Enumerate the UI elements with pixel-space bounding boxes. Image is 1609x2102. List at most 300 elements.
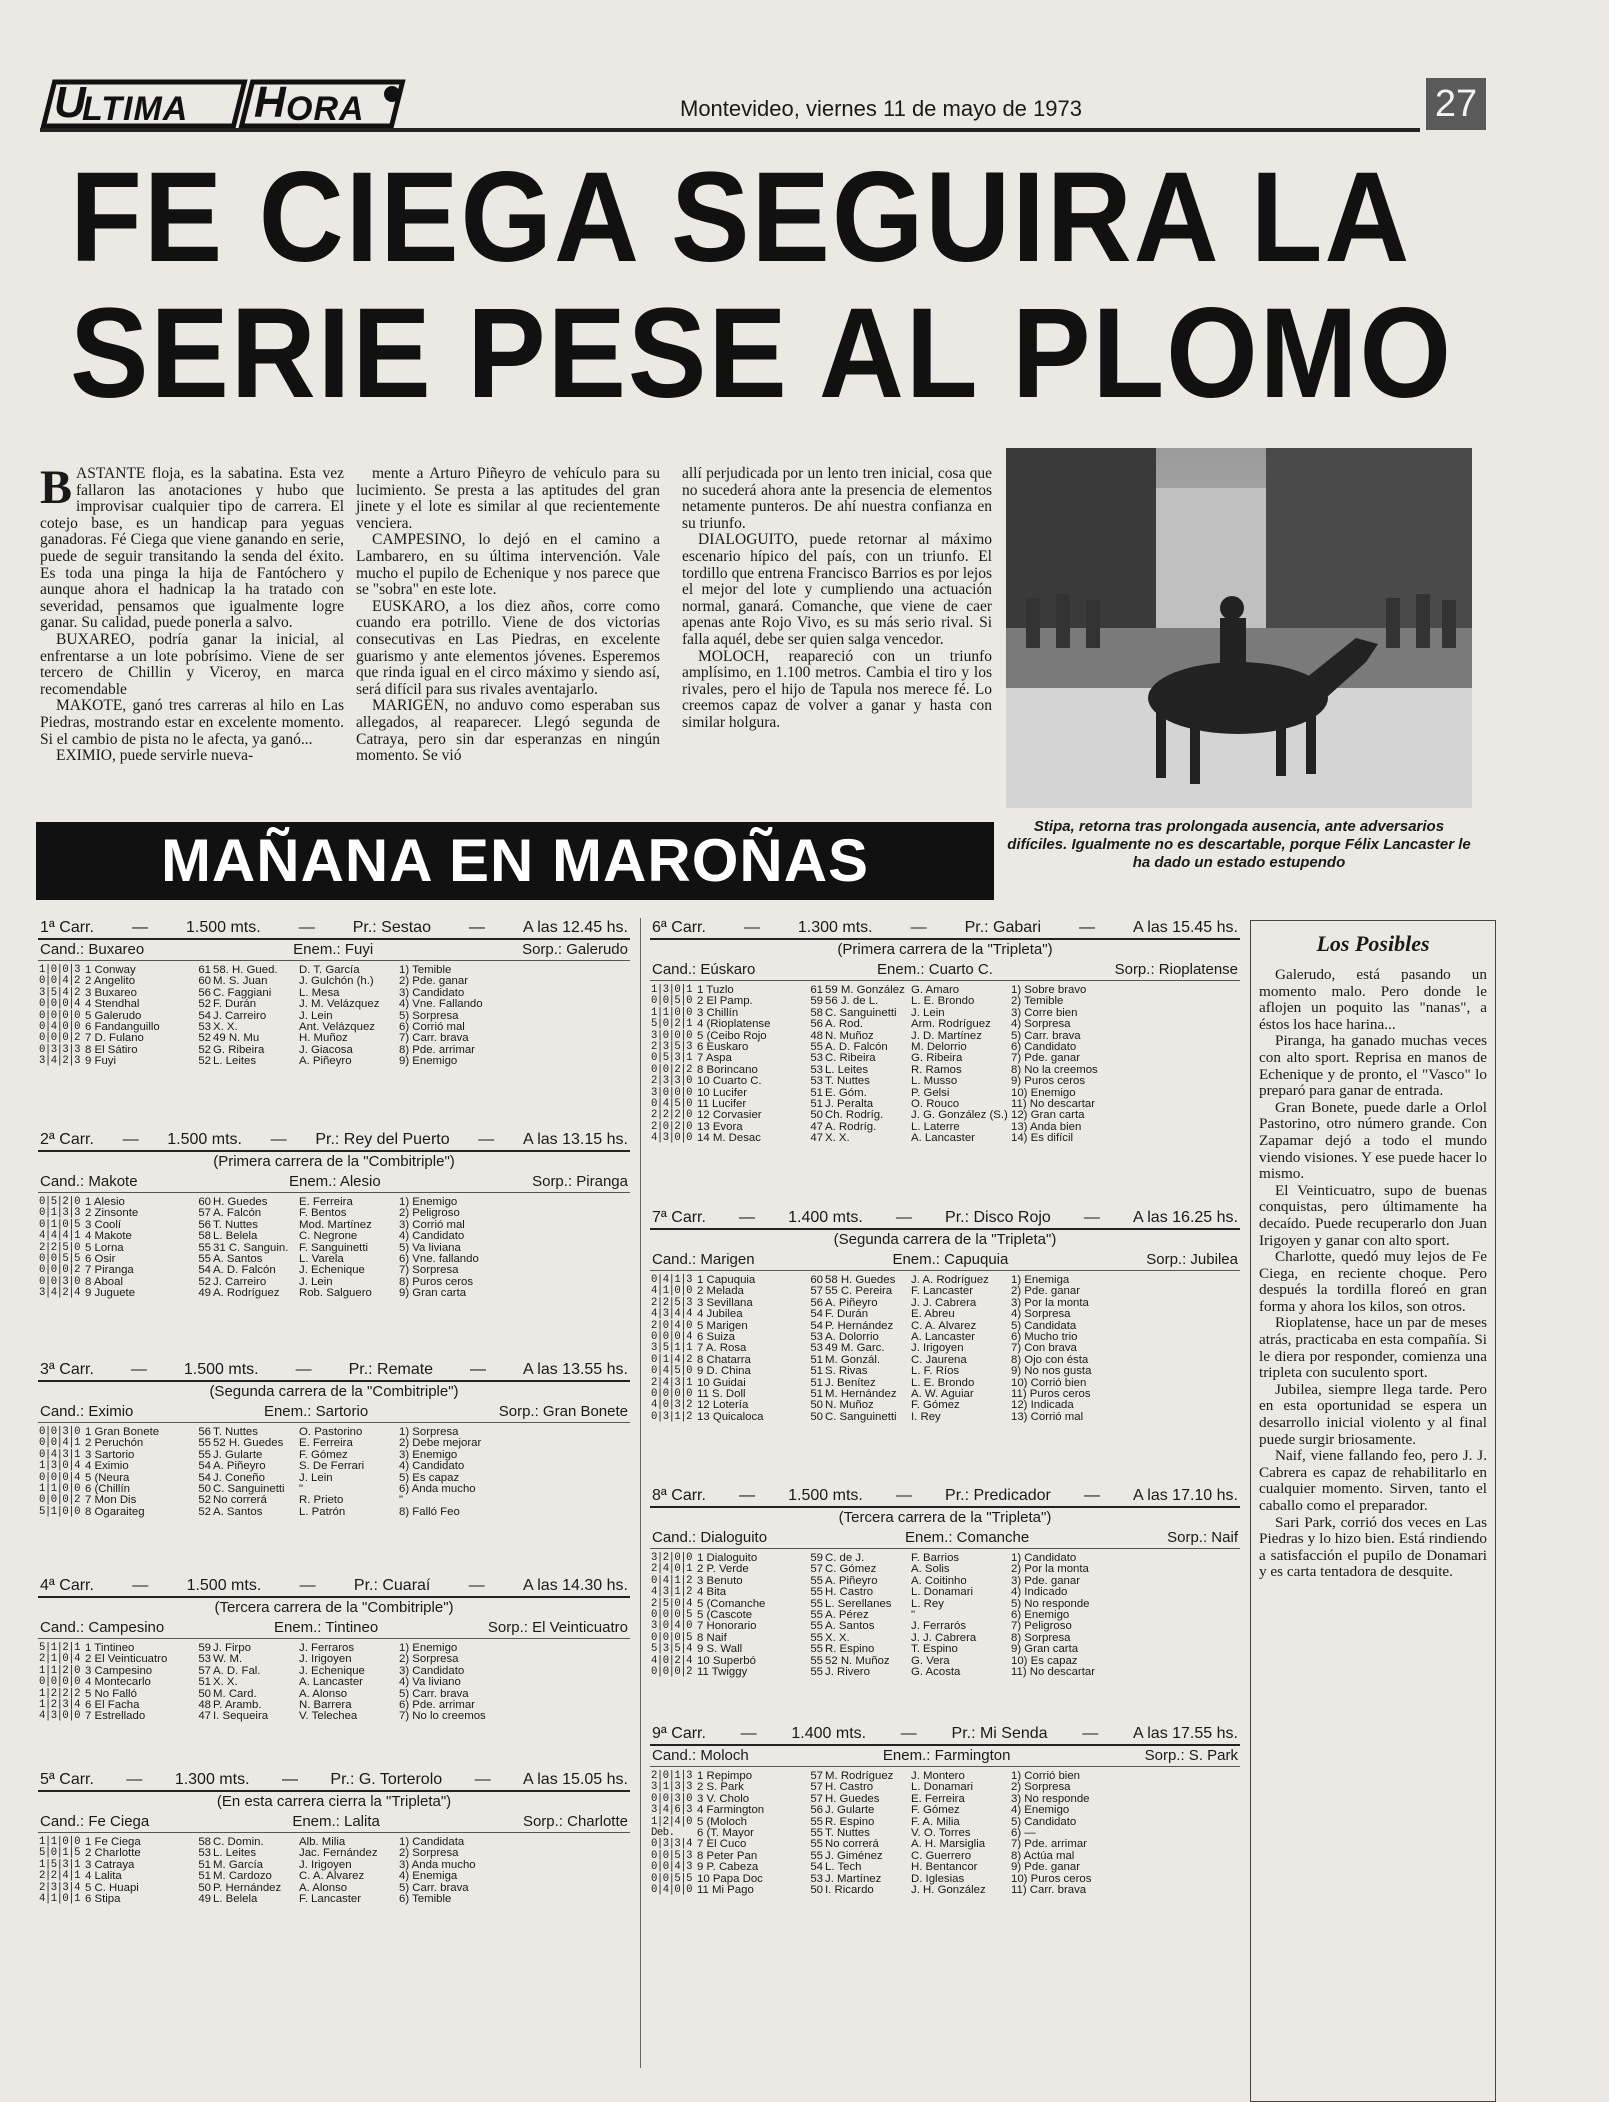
race-distance: 1.300 mts. xyxy=(797,919,873,936)
recent-form: 1|0|0|3 xyxy=(39,964,81,976)
race-prize: Pr.: Mi Senda xyxy=(951,1725,1048,1742)
weight: 59 xyxy=(198,1642,211,1654)
jockey: P. Aramb. xyxy=(213,1699,262,1712)
weight: 54 xyxy=(198,1009,211,1022)
weight: 50 xyxy=(810,1410,823,1423)
weight: 54 xyxy=(198,1264,211,1277)
trainer: J. Gulchón (h.) xyxy=(299,975,374,988)
horse-name: 7 Estrellado xyxy=(85,1710,146,1723)
trainer: O. Pastorino xyxy=(299,1426,363,1438)
jockey: J. Gularte xyxy=(825,1804,875,1817)
comment: 4) Sorpresa xyxy=(1011,1308,1071,1321)
table-row xyxy=(650,1309,1240,1320)
enemy-pick: Enem.: Farmington xyxy=(882,1747,1011,1764)
horse-name: 6 (Chillín xyxy=(85,1483,130,1496)
horse-name: 10 Superbó xyxy=(697,1654,756,1667)
surprise-pick: Sorp.: Rioplatense xyxy=(1114,961,1238,978)
trainer: J. Ferraros xyxy=(299,1642,355,1654)
trainer: O. Rouco xyxy=(911,1098,960,1111)
race-dash: — xyxy=(1083,1209,1100,1226)
jockey: T. Nuttes xyxy=(825,1075,870,1088)
race-dash: — xyxy=(743,919,760,936)
weight: 55 xyxy=(198,1241,211,1254)
weight: 54 xyxy=(810,1861,823,1874)
horse-name: 10 Papa Doc xyxy=(697,1872,763,1885)
comment: 14) Es difícil xyxy=(1011,1132,1074,1145)
weight: 59 xyxy=(810,1552,823,1564)
race-prize: Pr.: G. Torterolo xyxy=(330,1771,443,1788)
comment: 3) Candidato xyxy=(399,986,465,999)
weight: 55 xyxy=(810,1041,823,1054)
comment: 6) Corrió mal xyxy=(399,1021,465,1034)
trainer: G. Acosta xyxy=(911,1666,961,1679)
trainer: J. Echenique xyxy=(299,1664,365,1677)
table-row xyxy=(38,1288,630,1299)
race-dash: — xyxy=(468,919,485,936)
jockey: A. Rodríguez xyxy=(213,1287,280,1300)
horse-name: 4 Bita xyxy=(697,1586,727,1599)
newspaper-logo xyxy=(40,76,412,132)
race-picks xyxy=(650,1250,1240,1271)
table-row xyxy=(650,1076,1240,1087)
comment: 1) Corrió bien xyxy=(1011,1770,1081,1782)
recent-form: 2|5|0|4 xyxy=(651,1597,693,1610)
comment: 8) Puros ceros xyxy=(399,1275,474,1288)
sidebar-paragraph: Galerudo, está pasando un momento malo. Pero donde le aflojen un poquito las "nanas", a éstos los hace harina... xyxy=(1259,966,1487,1033)
race-card xyxy=(650,1208,1240,1423)
horse-name: 4 Farmington xyxy=(697,1804,765,1817)
comment: 9) Pde. ganar xyxy=(1011,1861,1081,1874)
weight: 60 xyxy=(198,1196,211,1208)
trainer: Arm. Rodríguez xyxy=(911,1018,991,1031)
jockey: J. Rivero xyxy=(825,1666,870,1679)
recent-form: 0|3|1|2 xyxy=(651,1410,693,1423)
recent-form: 3|4|6|3 xyxy=(651,1804,693,1817)
race-card xyxy=(38,1360,630,1518)
trainer: Mod. Martínez xyxy=(299,1218,372,1231)
recent-form: 3|4|2|3 xyxy=(39,1055,81,1068)
weight: 55 xyxy=(810,1620,823,1633)
weight: 55 xyxy=(198,1448,211,1461)
jockey: A. Piñeyro xyxy=(825,1296,878,1309)
recent-form: Deb. xyxy=(651,1827,675,1840)
weight: 51 xyxy=(810,1388,823,1401)
weight: 55 xyxy=(198,1437,211,1450)
trainer: E. Abreu xyxy=(911,1308,955,1321)
horse-name: 13 Evora xyxy=(697,1120,743,1133)
weight: 49 xyxy=(198,1287,211,1300)
weight: 57 xyxy=(810,1285,823,1298)
logo-initial-u: U xyxy=(54,78,87,127)
trainer: C. Negrone xyxy=(299,1230,358,1243)
comment: 8) No la creemos xyxy=(1011,1063,1098,1076)
weight: 61 xyxy=(810,984,823,996)
comment: 8) Actúa mal xyxy=(1011,1849,1075,1862)
comment: 7) Carr. brava xyxy=(399,1032,469,1045)
race-entries-table xyxy=(38,965,630,1068)
weight: 57 xyxy=(810,1792,823,1805)
photo-caption: Stipa, retorna tras prolongada ausencia, ante adversarios difíciles. Igualmente no es descartable, porque Félix Lancaster le ha dado un estado estupendo xyxy=(1007,818,1471,871)
article-paragraph xyxy=(40,632,344,698)
trainer: T. Espino xyxy=(911,1643,958,1656)
paragraph-text: ASTANTE floja, es la sabatina. Esta vez fallaron las anotaciones y hubo que improvisar cualquier tipo de carrera. El cotejo base, es un handicap para yeguas ganadoras. Fé Ciega que viene ganando en serie, puede de seguir transitando la senda del éxito. Es toda una pinga la hija de Fantóchero y aunque ahora el hadnicap la ha tratado con severidad, pensamos que igualmente logre ganar. Su calidad, puede ponerla a salvo. xyxy=(40,465,344,632)
recent-form: 0|1|3|3 xyxy=(39,1207,81,1220)
weight: 48 xyxy=(810,1029,823,1042)
trainer: F. Lancaster xyxy=(299,1893,362,1906)
surprise-pick: Sorp.: Jubilea xyxy=(1146,1251,1238,1268)
trainer: G. Vera xyxy=(911,1654,950,1667)
candidate-pick: Cand.: Eximio xyxy=(40,1403,134,1420)
jockey: T. Nuttes xyxy=(825,1827,870,1840)
article-paragraph xyxy=(356,466,660,532)
recent-form: 0|0|4|1 xyxy=(39,1437,81,1450)
jockey: M. Rodríguez xyxy=(825,1770,894,1782)
logo-initial-h: H xyxy=(254,78,287,127)
weight: 53 xyxy=(810,1063,823,1076)
jockey: L. Belela xyxy=(213,1230,258,1243)
weight: 55 xyxy=(810,1815,823,1828)
recent-form: 0|0|5|5 xyxy=(651,1872,693,1885)
paragraph-text: EUSKARO, a los diez años, corre como cuando era potrillo. Viene de dos victorias consecutivas en Las Piedras, en excelente guarismo y ante elementos jóvenes. Esperemos que rinda igual en el circo máximo y siendo así, será difícil para sus rivales aventajarlo. xyxy=(356,597,660,698)
horse-name: 3 Coolí xyxy=(85,1218,122,1231)
horse-name: 7 D. Fulano xyxy=(85,1032,144,1045)
trainer: L. Patrón xyxy=(299,1505,346,1518)
comment: 5) Va liviana xyxy=(399,1241,461,1254)
comment: 4) Va liviano xyxy=(399,1676,461,1689)
comment: 1) Enemigo xyxy=(399,1196,458,1208)
jockey: J. Peralta xyxy=(825,1098,874,1111)
race-entries-table xyxy=(38,1837,630,1905)
jockey: C. de J. xyxy=(825,1552,865,1564)
sidebar-paragraph: Sari Park, corrió dos veces en Las Piedras y lo hizo bien. Está rindiendo a satisfacción el pupilo de Donamari y es carta tentadora de desquite. xyxy=(1259,1513,1487,1581)
comment: 4) Candidato xyxy=(399,1460,465,1473)
sidebar-paragraph: El Veinticuatro, supo de buenas conquistas, pero últimamente ha decaído. Puede recuperarlo don Juan Irigoyen y ganar con alto sport. xyxy=(1259,1181,1487,1249)
table-row xyxy=(650,1412,1240,1423)
horse-name: 9 S. Wall xyxy=(697,1643,743,1656)
horse-name: 2 Charlotte xyxy=(85,1847,141,1860)
table-row xyxy=(38,1871,630,1882)
horse-name: 3 Sevillana xyxy=(697,1296,753,1309)
jockey: I. Ricardo xyxy=(825,1884,874,1897)
trainer: I. Rey xyxy=(911,1410,941,1423)
trainer: C. A. Alvarez xyxy=(911,1319,977,1332)
candidate-pick: Cand.: Dialoguito xyxy=(652,1529,768,1546)
horse-name: 2 Peruchón xyxy=(85,1437,144,1450)
weight: 55 xyxy=(810,1849,823,1862)
recent-form: 2|3|5|3 xyxy=(651,1041,693,1054)
race-header xyxy=(650,1486,1240,1508)
horse-name: 1 Fe Ciega xyxy=(85,1836,141,1848)
comment: 3) Candidato xyxy=(399,1664,465,1677)
trainer: L. E. Brondo xyxy=(911,995,975,1008)
trainer: J. Lein xyxy=(911,1006,945,1019)
recent-form: 0|4|0|0 xyxy=(651,1884,693,1897)
comment: 13) Anda bien xyxy=(1011,1120,1082,1133)
race-header xyxy=(38,1360,630,1382)
enemy-pick: Enem.: Lalita xyxy=(292,1813,380,1830)
candidate-pick: Cand.: Eúskaro xyxy=(652,961,756,978)
race-card xyxy=(650,1724,1240,1896)
race-dash: — xyxy=(1083,1487,1100,1504)
comment: 8) Sorpresa xyxy=(1011,1631,1071,1644)
trainer: J. J. Cabrera xyxy=(911,1296,977,1309)
horse-name: 2 Melada xyxy=(697,1285,744,1298)
weight: 53 xyxy=(810,1052,823,1065)
race-header xyxy=(38,1770,630,1792)
recent-form: 2|2|5|0 xyxy=(39,1241,81,1254)
horse-name: 3 Chillín xyxy=(697,1006,739,1019)
enemy-pick: Enem.: Tintineo xyxy=(273,1619,379,1636)
trainer: A. W. Aguiar xyxy=(911,1388,974,1401)
weight: 51 xyxy=(810,1365,823,1378)
recent-form: 0|0|0|4 xyxy=(651,1331,693,1344)
race-time: A las 13.15 hs. xyxy=(522,1131,628,1148)
comment: 3) No responde xyxy=(1011,1792,1090,1805)
race-card xyxy=(38,918,630,1068)
trainer: A. Piñeyro xyxy=(299,1055,352,1068)
comment: 4) Indicado xyxy=(1011,1586,1068,1599)
headline xyxy=(70,146,1453,425)
horse-name: 3 V. Cholo xyxy=(697,1792,750,1805)
candidate-pick: Cand.: Fe Ciega xyxy=(40,1813,150,1830)
trainer: J. Echenique xyxy=(299,1264,365,1277)
table-row xyxy=(38,1231,630,1242)
comment: 2) Pde. ganar xyxy=(399,975,469,988)
weight: 56 xyxy=(198,1426,211,1438)
comment: 5) Candidata xyxy=(1011,1319,1077,1332)
trainer: L. Donamari xyxy=(911,1781,974,1794)
recent-form: 0|0|3|0 xyxy=(651,1792,693,1805)
jockey: H. Guedes xyxy=(825,1792,880,1805)
jockey: W. M. xyxy=(213,1653,243,1666)
recent-form: 3|5|4|2 xyxy=(39,986,81,999)
trainer: J. Ferrarós xyxy=(911,1620,967,1633)
comment: 2) Por la monta xyxy=(1011,1563,1089,1576)
paragraph-text: CAMPESINO, lo dejó en el camino a Lambarero, en su última intervención. Vale mucho el pupilo de Echenique y nos parece que se "sobra" en este lote. xyxy=(356,531,660,599)
race-time: A las 14.30 hs. xyxy=(523,1577,628,1594)
comment: 7) No lo creemos xyxy=(399,1710,486,1723)
comment: 5) No responde xyxy=(1011,1597,1090,1610)
weight: 49 xyxy=(198,1893,211,1906)
recent-form: 1|2|3|4 xyxy=(39,1699,81,1712)
horse-name: 6 Osir xyxy=(85,1253,116,1266)
recent-form: 4|3|0|0 xyxy=(651,1132,693,1145)
comment: 2) Sorpresa xyxy=(399,1653,459,1666)
recent-form: 0|0|0|2 xyxy=(651,1666,693,1679)
weight: 51 xyxy=(810,1098,823,1111)
trainer: L. Musso xyxy=(911,1075,958,1088)
recent-form: 0|0|0|5 xyxy=(651,1631,693,1644)
jockey: C. Ribeira xyxy=(825,1052,876,1065)
paragraph-text: MOLOCH, reapareció con un triunfo amplísimo, en 1.100 metros. Cambia el tiro y los rivales, pero el hijo de Tapula nos merece fé. Lo creemos capaz de volver a ganar y hasta con similar holgura. xyxy=(682,647,992,731)
jockey: J. Coneño xyxy=(213,1471,265,1484)
trainer: J. Irigoyen xyxy=(299,1858,352,1871)
weight: 56 xyxy=(810,1804,823,1817)
weight: 56 xyxy=(810,1296,823,1309)
paragraph-text: DIALOGUITO, puede retornar al máximo escenario hípico del país, con un triunfo. El tordillo que entrena Francisco Barrios es por lejos el mejor del lote y cumpliendo una actuación normal, ganará. Comanche, que viene de caer apenas ante Rojo Vivo, es su más serio rival. Si falla aquél, debe ser quien salga vencedor. xyxy=(682,531,992,648)
comment: 1) Enemiga xyxy=(1011,1274,1070,1286)
weight: 57 xyxy=(810,1781,823,1794)
comment: 6) Vne. fallando xyxy=(399,1253,479,1266)
comment: 6) — xyxy=(1011,1827,1036,1840)
trainer: D. T. García xyxy=(299,964,360,976)
recent-form: 5|1|0|0 xyxy=(39,1505,81,1518)
sidebar-text xyxy=(1259,967,1487,1581)
comment: 1) Sorpresa xyxy=(399,1426,459,1438)
horse-name: 10 Lucifer xyxy=(697,1086,748,1099)
jockey: P. Hernández xyxy=(213,1881,282,1894)
weight: 53 xyxy=(198,1021,211,1034)
weight: 55 xyxy=(810,1597,823,1610)
horse-name: 11 Twiggy xyxy=(697,1666,748,1679)
weight: 57 xyxy=(198,1207,211,1220)
comment: 5) Carr. brava xyxy=(399,1881,469,1894)
horse-name: 6 El Facha xyxy=(85,1699,140,1712)
horse-name: 4 Lalita xyxy=(85,1870,122,1883)
comment: 3) Corre bien xyxy=(1011,1006,1078,1019)
recent-form: 1|2|2|2 xyxy=(39,1687,81,1700)
jockey: C. Faggiani xyxy=(213,986,272,999)
comment: 6) Anda mucho xyxy=(399,1483,476,1496)
article-paragraph xyxy=(356,599,660,699)
trainer: M. Delorrio xyxy=(911,1041,967,1054)
weight: 47 xyxy=(198,1710,211,1723)
jockey: R. Espino xyxy=(825,1643,875,1656)
comment: 9) No nos gusta xyxy=(1011,1365,1092,1378)
jockey: C. Gómez xyxy=(825,1563,877,1576)
comment: 3) Por la monta xyxy=(1011,1296,1089,1309)
jockey: 59 M. González xyxy=(825,984,905,996)
horse-name: 9 P. Cabeza xyxy=(697,1861,759,1874)
race-picks xyxy=(650,1528,1240,1549)
horse-name: 1 Repimpo xyxy=(697,1770,753,1782)
jockey: A. Piñeyro xyxy=(825,1574,878,1587)
race-number: 5ª Carr. xyxy=(40,1771,94,1788)
comment: 4) Vne. Fallando xyxy=(399,998,483,1011)
trainer: V. O. Torres xyxy=(911,1827,971,1840)
jockey: L. Leites xyxy=(213,1847,257,1860)
comment: 1) Temible xyxy=(399,964,452,976)
comment: 13) Corrió mal xyxy=(1011,1410,1084,1423)
race-time: A las 13.55 hs. xyxy=(523,1361,628,1378)
jockey: No correrá xyxy=(825,1838,879,1851)
recent-form: 1|1|0|0 xyxy=(39,1836,81,1848)
trainer: A. H. Marsiglia xyxy=(911,1838,986,1851)
recent-form: 1|5|3|1 xyxy=(39,1858,81,1871)
trainer: Jac. Fernández xyxy=(299,1847,378,1860)
recent-form: 2|4|0|1 xyxy=(651,1563,693,1576)
race-prize: Pr.: Sestao xyxy=(352,919,431,936)
recent-form: 2|0|1|3 xyxy=(651,1770,693,1782)
trainer: J. J. Cabrera xyxy=(911,1631,977,1644)
race-dash: — xyxy=(895,1487,912,1504)
table-row xyxy=(650,1133,1240,1144)
horse-name: 3 Sartorio xyxy=(85,1448,135,1461)
comment: 9) Gran carta xyxy=(399,1287,467,1300)
race-card xyxy=(38,1130,630,1300)
trainer: G. Amaro xyxy=(911,984,960,996)
weight: 48 xyxy=(198,1699,211,1712)
recent-form: 0|0|3|0 xyxy=(39,1426,81,1438)
comment: 10) Es capaz xyxy=(1011,1654,1078,1667)
comment: 7) Pde. ganar xyxy=(1011,1052,1081,1065)
weight: 51 xyxy=(198,1858,211,1871)
trainer: A. Lancaster xyxy=(299,1676,363,1689)
comment: 6) Temible xyxy=(399,1893,452,1906)
comment: 3) Anda mucho xyxy=(399,1858,476,1871)
horse-name: 8 Borincano xyxy=(697,1063,758,1076)
jockey: 56 J. de L. xyxy=(825,995,879,1008)
article-paragraph xyxy=(40,748,344,765)
trainer: H. Bentancor xyxy=(911,1861,978,1874)
weight: 54 xyxy=(810,1319,823,1332)
recent-form: 0|0|0|2 xyxy=(39,1494,81,1507)
race-subtitle: (Segunda carrera de la "Combitriple") xyxy=(209,1383,459,1400)
table-row xyxy=(650,996,1240,1007)
trainer: C. Jaurena xyxy=(911,1353,967,1366)
weight: 52 xyxy=(198,1032,211,1045)
race-subtitle: (En esta carrera cierra la "Tripleta") xyxy=(216,1793,452,1810)
horse-name: 10 Guidai xyxy=(697,1376,746,1389)
weight: 58 xyxy=(810,1006,823,1019)
comment: 5) Carr. brava xyxy=(399,1687,469,1700)
comment: 12) Indicada xyxy=(1011,1399,1074,1412)
recent-form: 2|3|3|0 xyxy=(651,1075,693,1088)
horse-name: 5 Galerudo xyxy=(85,1009,142,1022)
weight: 55 xyxy=(810,1631,823,1644)
horse-name: 6 (T. Mayor xyxy=(697,1827,754,1840)
jockey: A. Piñeyro xyxy=(213,1460,266,1473)
race-card xyxy=(38,1770,630,1905)
jockey: M. Gonzál. xyxy=(825,1353,881,1366)
recent-form: 4|1|0|1 xyxy=(39,1893,81,1906)
paragraph-text: mente a Arturo Piñeyro de vehículo para su lucimiento. Se presta a las aptitudes del gran jinete y el lote es similar al que recientemente venciera. xyxy=(356,465,660,532)
weight: 51 xyxy=(810,1353,823,1366)
weight: 53 xyxy=(810,1075,823,1088)
recent-form: 5|1|2|1 xyxy=(39,1642,81,1654)
jockey: H. Castro xyxy=(825,1781,874,1794)
trainer: A. Lancaster xyxy=(911,1331,975,1344)
article-paragraph xyxy=(682,466,992,532)
race-number: 9ª Carr. xyxy=(652,1725,706,1742)
comment: 4) Enemigo xyxy=(1011,1804,1070,1817)
race-number: 6ª Carr. xyxy=(652,919,706,936)
horse-name: 7 A. Rosa xyxy=(697,1342,747,1355)
race-number: 7ª Carr. xyxy=(652,1209,706,1226)
trainer: A. Solis xyxy=(911,1563,950,1576)
weight: 55 xyxy=(810,1574,823,1587)
recent-form: 1|3|0|1 xyxy=(651,984,693,996)
article-column-1 xyxy=(40,461,344,765)
horse-name: 8 Aboal xyxy=(85,1275,124,1288)
recent-form: 0|0|3|0 xyxy=(39,1275,81,1288)
recent-form: 5|3|5|4 xyxy=(651,1643,693,1656)
race-picks xyxy=(38,940,630,961)
trainer: G. Ribeira xyxy=(911,1052,963,1065)
table-row xyxy=(650,1644,1240,1655)
trainer: A. Coitinho xyxy=(911,1574,967,1587)
race-dash: — xyxy=(1082,1725,1099,1742)
enemy-pick: Enem.: Capuquia xyxy=(892,1251,1009,1268)
race-card xyxy=(650,1486,1240,1678)
race-dash: — xyxy=(468,1577,485,1594)
comment: 10) Corrió bien xyxy=(1011,1376,1087,1389)
table-row xyxy=(650,1805,1240,1816)
jockey: J. Gularte xyxy=(213,1448,263,1461)
jockey: M. Cardozo xyxy=(213,1870,272,1883)
weight: 54 xyxy=(810,1308,823,1321)
table-row xyxy=(650,1019,1240,1030)
